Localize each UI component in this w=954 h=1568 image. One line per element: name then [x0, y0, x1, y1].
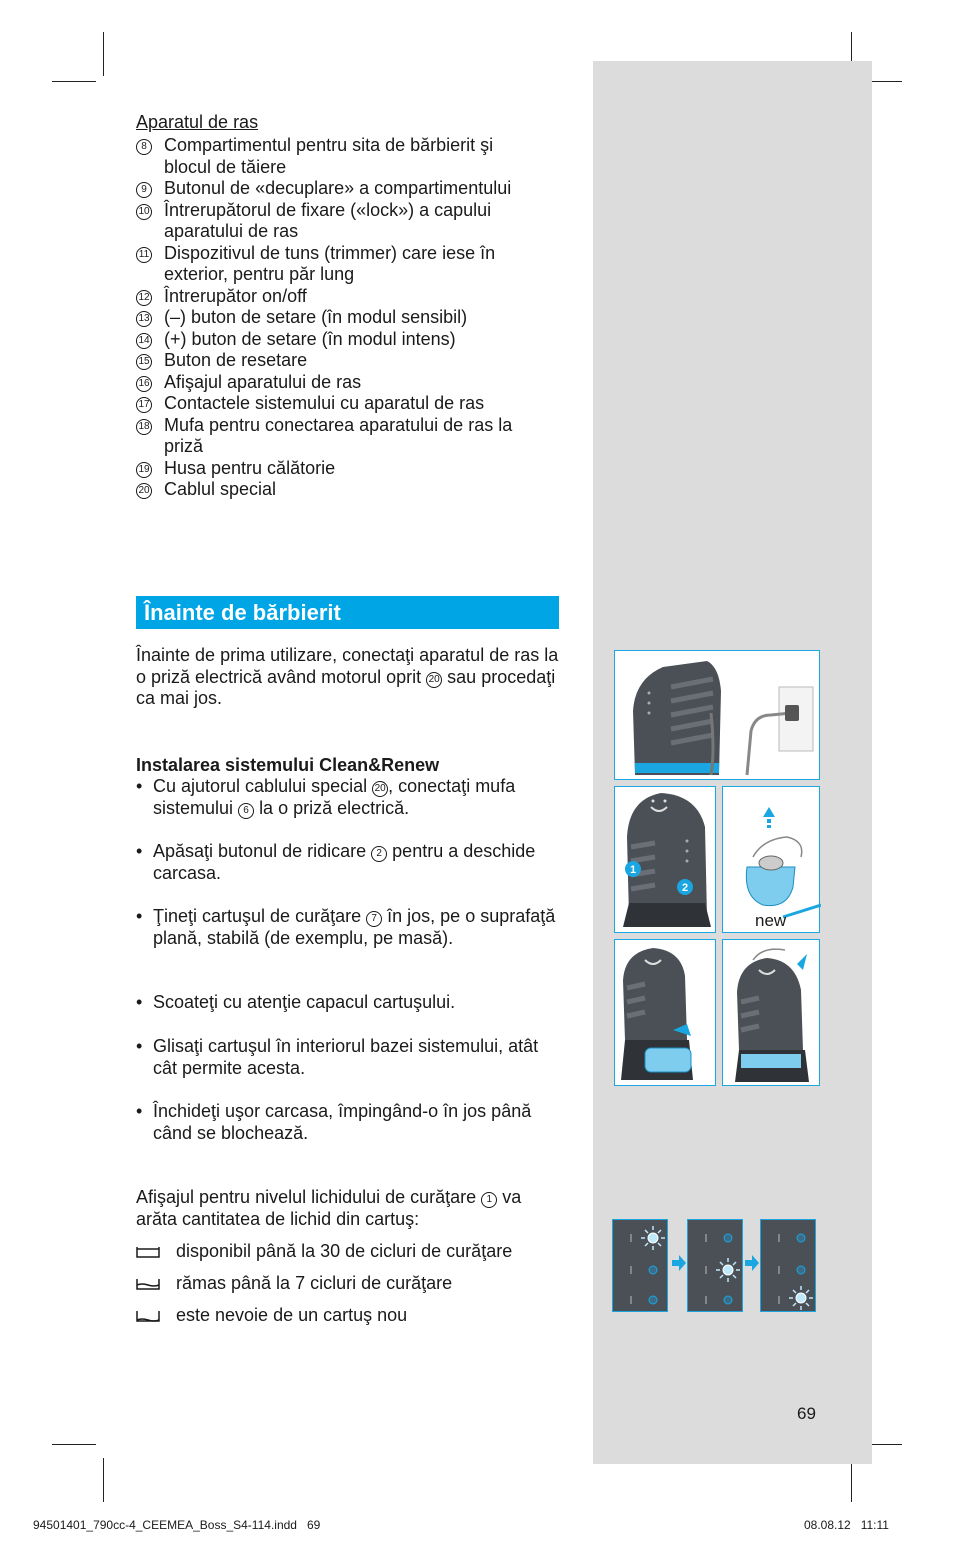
item-text: Întrerupătorul de fixare («lock») a capului aparatului de ras [164, 199, 492, 241]
crop-mark [52, 1444, 96, 1445]
list-item [136, 992, 556, 1014]
level-row-low [136, 1273, 452, 1295]
level-low-icon [136, 1278, 160, 1290]
figure-insert-cartridge [614, 939, 716, 1086]
item-number: 19 [136, 462, 152, 478]
figure-plug-in [614, 650, 820, 780]
list-item [136, 906, 556, 949]
footer-file: 94501401_790cc-4_CEEMEA_Boss_S4-114.indd 69 [33, 1518, 321, 1532]
new-label: new [755, 911, 787, 930]
list-item [136, 135, 536, 178]
bullet-icon: • [136, 841, 143, 861]
bullet-icon: • [136, 776, 143, 796]
item-text: Husa pentru călătorie [164, 457, 336, 478]
list-item [136, 479, 536, 501]
list-item [136, 1101, 556, 1144]
item-number: 17 [136, 397, 152, 413]
list-item [136, 307, 536, 329]
bullet-icon: • [136, 1036, 143, 1056]
bullet-text: Glisaţi cartuşul în interiorul bazei sistemului, atât cât permite acesta. [153, 1036, 539, 1078]
crop-mark [103, 32, 104, 76]
item-number: 20 [136, 483, 152, 499]
list-item [136, 841, 556, 884]
level-empty-icon [136, 1310, 160, 1322]
reference-number: 2 [371, 846, 387, 862]
display-state-low [687, 1219, 743, 1312]
display-state-full [612, 1219, 668, 1312]
reference-number: 1 [481, 1192, 497, 1208]
level-text: disponibil până la 30 de cicluri de curăţare [176, 1241, 513, 1261]
install-heading: Instalarea sistemului Clean&Renew [136, 755, 440, 775]
item-text: (–) buton de setare (în modul sensibil) [164, 307, 468, 327]
item-text: Dispozitivul de tuns (trimmer) care iese în exterior, pentru păr lung [164, 242, 496, 284]
item-text: Compartimentul pentru sita de bărbierit şi blocul de tăiere [164, 135, 494, 177]
list-item [136, 200, 536, 243]
bullet-icon: • [136, 1101, 143, 1121]
bullet-text: Ţineţi cartuşul de curăţare [153, 906, 362, 926]
reference-number: 20 [372, 781, 388, 797]
fluid-display-illustration [613, 1220, 669, 1313]
item-number: 11 [136, 247, 152, 263]
reference-number: 7 [366, 911, 382, 927]
bullet-text: Închideţi uşor carcasa, împingând-o în jos până când se blochează. [153, 1101, 532, 1143]
figure-new-cartridge [722, 786, 820, 933]
intro-text: Înainte de prima utilizare, conectaţi aparatul de ras la o priză electrică având motorul oprit [136, 645, 559, 687]
bullet-text: Cu ajutorul cablului special [153, 776, 368, 796]
list-item [136, 286, 536, 308]
bullet-text: în jos, pe o suprafaţă plană, stabilă (de exemplu, pe masă). [153, 906, 556, 948]
parts-list [136, 135, 536, 501]
item-number: 18 [136, 419, 152, 435]
close-casing-illustration [723, 940, 821, 1087]
item-text: Butonul de «decuplare» a compartimentului [164, 178, 512, 198]
cleaning-station-illustration [615, 651, 821, 781]
crop-mark [52, 81, 96, 82]
item-text: Mufa pentru conectarea aparatului de ras la priză [164, 414, 513, 456]
arrow-right-icon [672, 1255, 686, 1271]
bullet-text: Apăsaţi butonul de ridicare [153, 841, 367, 861]
figure-close-casing [722, 939, 820, 1086]
item-text: (+) buton de setare (în modul intens) [164, 328, 456, 349]
callout-2: 2 [681, 882, 689, 894]
list-item [136, 329, 536, 351]
list-item [136, 458, 536, 480]
fluid-display-illustration [688, 1220, 744, 1313]
item-number: 8 [136, 139, 152, 155]
insert-cartridge-illustration [615, 940, 717, 1087]
list-item [136, 415, 536, 458]
item-text: Buton de resetare [164, 350, 308, 370]
reference-number: 6 [238, 803, 254, 819]
crop-mark [103, 1458, 104, 1502]
bullet-icon: • [136, 906, 143, 926]
list-item [136, 393, 536, 415]
bullet-text: pentru a deschide carcasa. [153, 841, 536, 883]
item-text: Afişajul aparatului de ras [164, 371, 362, 392]
callout-1: 1 [629, 864, 637, 876]
arrow-right-icon [745, 1255, 759, 1271]
item-number: 13 [136, 311, 152, 327]
display-state-empty [760, 1219, 816, 1312]
footer-datetime: 08.08.12 11:11 [804, 1518, 889, 1532]
item-text: Cablul special [164, 479, 277, 499]
reference-number: 20 [426, 672, 442, 688]
item-text: Întrerupător on/off [164, 285, 307, 306]
list-item [136, 350, 536, 372]
item-number: 16 [136, 376, 152, 392]
display-paragraph [136, 1187, 561, 1230]
display-text: va arăta cantitatea de lichid din cartuş: [136, 1187, 522, 1229]
crop-mark [851, 1458, 852, 1502]
figure-open-casing [614, 786, 716, 933]
level-text: rămas până la 7 cicluri de curăţare [176, 1273, 453, 1293]
item-number: 12 [136, 290, 152, 306]
open-casing-illustration [615, 787, 717, 934]
fluid-display-illustration [761, 1220, 817, 1313]
intro-paragraph [136, 645, 561, 710]
level-row-full [136, 1241, 512, 1263]
list-item [136, 178, 536, 200]
bullet-text: , conectaţi mufa sistemului [153, 776, 516, 818]
bullet-text: Scoateţi cu atenţie capacul cartuşului. [153, 992, 456, 1012]
display-text: Afişajul pentru nivelul lichidului de curăţare [136, 1187, 477, 1207]
item-number: 9 [136, 182, 152, 198]
section-heading: Înainte de bărbierit [136, 596, 559, 629]
item-text: Contactele sistemului cu aparatul de ras [164, 393, 485, 413]
item-number: 14 [136, 333, 152, 349]
item-number: 15 [136, 354, 152, 370]
page-number: 69 [797, 1404, 816, 1423]
list-item [136, 776, 556, 819]
list-item [136, 1036, 556, 1079]
level-full-icon [136, 1246, 160, 1258]
level-text: este nevoie de un cartuş nou [176, 1305, 408, 1325]
level-row-empty [136, 1305, 407, 1327]
intro-text: sau procedaţi ca mai jos. [136, 666, 556, 708]
list-item [136, 243, 536, 286]
bullet-text: la o priză electrică. [259, 797, 410, 818]
list-item [136, 372, 536, 394]
bullet-icon: • [136, 992, 143, 1012]
parts-title: Aparatul de ras [136, 112, 259, 132]
item-number: 10 [136, 204, 152, 220]
